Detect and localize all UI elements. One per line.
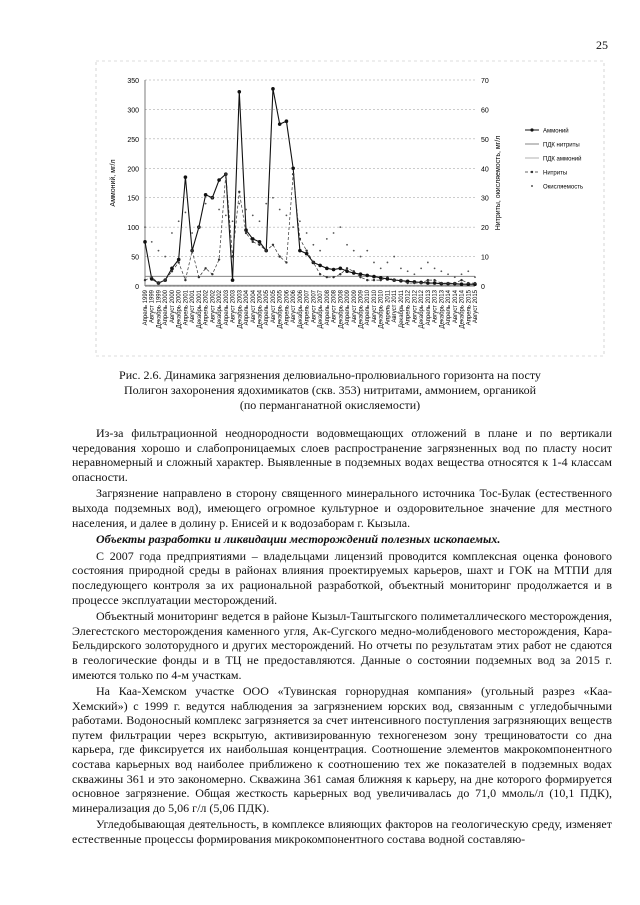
x-tick-label: Декабрь 2008	[338, 290, 345, 329]
paragraph: На Каа-Хемском участке ООО «Тувинская горнорудная компания» (угольный разрез «Каа-Хемский») с 1999 г. ведутся наблюдения за загрязнением юрских вод, связанным с угледобычными работами. Водоносный комплекс загрязняется за счет интенсивного поступления загрязняющих веществ путем фильтрации через вскрытую, активизированную техногенезом зону трещиноватости со дна карьера, где фиксируется их наибольшая концентрация. Соотношение элементов макрокомпонентного состава карьерных вод наиболее приближено к соотношению тех же показателей в подземных водах скважины 361 и это закономерно. Скважина 361 самая ближняя к карьеру, на дне которого формируется основное загрязнение. Общая жесткость карьерных вод увеличивалась до 71,0 ммоль/л (10,1 ПДК), минерализация до 5,06 г/л (5,06 ПДК).	[72, 684, 612, 815]
oxid-point	[387, 262, 389, 264]
legend-swatch	[530, 128, 533, 131]
oxid-point	[205, 203, 207, 205]
y2-tick-label: 0	[481, 284, 485, 291]
ammonium-point	[237, 90, 241, 94]
ammonium-point	[278, 122, 282, 126]
ammonium-point	[426, 281, 430, 285]
nitrite-point	[218, 258, 220, 260]
y-tick-label: 250	[127, 136, 139, 144]
x-tick-label: Август 2002	[210, 290, 217, 324]
figure	[95, 60, 605, 360]
oxid-point	[333, 232, 335, 234]
nitrite-point	[474, 282, 476, 284]
oxid-point	[232, 220, 234, 222]
x-tick-label: Декабрь 2009	[358, 290, 365, 329]
legend-label: Окисляемость	[543, 184, 584, 191]
oxid-point	[279, 209, 281, 211]
nitrite-point	[339, 273, 341, 275]
ammonium-point	[217, 178, 221, 182]
y2-tick-label: 70	[481, 78, 489, 85]
x-tick-label: Август 2010	[371, 290, 378, 324]
oxid-point	[366, 250, 368, 252]
oxid-point	[164, 256, 166, 258]
ammonium-point	[433, 281, 437, 285]
nitrite-point	[454, 282, 456, 284]
ammonium-point	[204, 193, 208, 197]
x-tick-label: Апрель 2010	[365, 290, 372, 326]
x-tick-label: Апрель 2015	[466, 290, 473, 326]
x-tick-label: Август 2008	[331, 290, 338, 324]
oxid-point	[360, 256, 362, 258]
nitrite-point	[231, 255, 233, 257]
legend-swatch	[531, 185, 533, 187]
figure-caption	[60, 368, 600, 413]
x-tick-label: Декабрь 2010	[378, 290, 385, 329]
oxid-point	[191, 232, 193, 234]
x-tick-label: Декабрь 2012	[419, 290, 426, 329]
ammonium-point	[143, 240, 147, 244]
x-tick-label: Август 2009	[351, 290, 358, 324]
oxid-point	[413, 273, 415, 275]
x-tick-label: Август 2007	[311, 290, 318, 324]
nitrite-point	[413, 282, 415, 284]
nitrite-point	[171, 270, 173, 272]
nitrite-point	[420, 282, 422, 284]
nitrite-point	[346, 267, 348, 269]
paragraph: Из-за фильтрационной неоднородности водовмещающих отложений в плане и по вертикали чередования хорошо и слабопроницаемых слоев распространение загрязненных вод по пласту носит неравномерный и сложный характер. Выявленные в подземных водах вещества относятся к 1-4 классам опасности.	[72, 426, 612, 484]
ammonium-point	[345, 269, 349, 273]
nitrite-point	[258, 244, 260, 246]
nitrite-point	[447, 282, 449, 284]
nitrite-point	[157, 282, 159, 284]
x-tick-label: Декабрь 2007	[318, 290, 325, 329]
oxid-point	[407, 270, 409, 272]
page-number: 25	[596, 38, 608, 52]
x-tick-label: Апрель 2008	[324, 290, 331, 326]
x-tick-label: Апрель 2013	[425, 290, 432, 326]
x-tick-label: Декабрь 2011	[398, 290, 405, 328]
oxid-point	[319, 250, 321, 252]
nitrite-point	[272, 244, 274, 246]
y-tick-label: 300	[127, 107, 139, 115]
ammonium-point	[285, 119, 289, 123]
oxid-point	[185, 212, 187, 214]
nitrite-point	[433, 279, 435, 281]
x-tick-label: Апрель 2005	[264, 290, 271, 326]
x-tick-label: Апрель 2003	[223, 290, 230, 326]
section-heading: Объекты разработки и ликвидации месторождений полезных ископаемых.	[96, 532, 501, 547]
nitrite-point	[198, 276, 200, 278]
y-tick-label: 200	[127, 166, 139, 174]
oxid-point	[447, 273, 449, 275]
nitrite-point	[326, 276, 328, 278]
ammonium-point	[332, 268, 336, 272]
ammonium-point	[177, 258, 181, 262]
ammonium-point	[318, 264, 322, 268]
x-tick-label: Август 2000	[169, 290, 176, 324]
x-tick-label: Август 2003	[230, 290, 237, 324]
oxid-point	[306, 232, 308, 234]
x-tick-label: Август 2001	[190, 290, 197, 324]
oxid-point	[286, 214, 288, 216]
ammonium-point	[184, 175, 188, 179]
x-tick-label: Декабрь 2001	[196, 290, 203, 329]
oxid-point	[454, 276, 456, 278]
nitrite-point	[238, 191, 240, 193]
nitrite-point	[211, 273, 213, 275]
body-text	[72, 426, 612, 849]
nitrite-point	[151, 276, 153, 278]
ammonium-point	[339, 267, 343, 271]
x-tick-label: Декабрь 2013	[439, 290, 446, 329]
oxid-point	[259, 220, 261, 222]
y2-tick-label: 50	[481, 136, 489, 144]
nitrite-point	[312, 261, 314, 263]
x-tick-label: Декабрь 2005	[277, 290, 284, 329]
oxid-point	[144, 226, 146, 228]
ammonium-point	[365, 274, 369, 278]
nitrite-point	[164, 279, 166, 281]
oxid-point	[272, 197, 274, 199]
oxid-point	[373, 262, 375, 264]
oxid-point	[292, 226, 294, 228]
oxid-point	[252, 214, 254, 216]
oxid-point	[400, 267, 402, 269]
y-tick-label: 100	[127, 225, 139, 233]
paragraph: Загрязнение направлено в сторону священного минерального источника Тос-Булак (естественного выхода подземных вод), имеющего огромное культурное и оздоровительное значение для местного населения, и далее в долину р. Енисей и к водозаборам г. Кызыла.	[72, 486, 612, 530]
x-tick-label: Апрель 2014	[446, 290, 453, 326]
y2-tick-label: 10	[481, 254, 489, 262]
x-tick-label: Апрель 2002	[203, 290, 210, 326]
x-tick-label: Апрель 2007	[304, 290, 311, 326]
legend-swatch	[531, 171, 533, 173]
oxid-point	[178, 220, 180, 222]
x-tick-label: Август 2015	[473, 290, 479, 324]
oxid-point	[467, 270, 469, 272]
nitrite-point	[191, 249, 193, 251]
nitrite-point	[393, 279, 395, 281]
x-tick-label: Август 2012	[412, 290, 419, 324]
x-tick-label: Август 2004	[250, 290, 257, 324]
x-tick-label: Август 1999	[149, 290, 156, 324]
nitrite-point	[359, 276, 361, 278]
x-tick-label: Август 2005	[270, 290, 277, 324]
legend-label: ПДК аммоний	[543, 156, 582, 163]
oxid-point	[420, 267, 422, 269]
y-tick-label: 150	[127, 195, 139, 203]
y-axis-label: Аммоний, мг/л	[110, 159, 117, 207]
x-tick-label: Апрель 2012	[405, 290, 412, 326]
caption-line: Рис. 2.6. Динамика загрязнения делювиально-пролювиального горизонта на посту	[119, 368, 541, 382]
oxid-point	[427, 262, 429, 264]
oxid-point	[265, 203, 267, 205]
oxid-point	[211, 197, 213, 199]
x-tick-label: Август 2013	[432, 290, 439, 324]
nitrite-point	[177, 261, 179, 263]
oxid-point	[225, 214, 227, 216]
nitrite-point	[406, 282, 408, 284]
ammonium-point	[271, 87, 275, 91]
nitrite-point	[380, 279, 382, 281]
nitrite-point	[353, 270, 355, 272]
caption-line: (по перманганатной окисляемости)	[239, 398, 421, 412]
nitrite-point	[245, 232, 247, 234]
ammonium-point	[460, 282, 464, 286]
y-tick-label: 350	[127, 78, 139, 85]
ammonium-point	[298, 249, 302, 253]
nitrite-point	[460, 279, 462, 281]
y2-tick-label: 40	[481, 166, 489, 174]
oxid-point	[326, 238, 328, 240]
nitrite-point	[265, 249, 267, 251]
oxid-point	[380, 267, 382, 269]
oxid-point	[353, 250, 355, 252]
nitrite-point	[225, 173, 227, 175]
nitrite-point	[184, 279, 186, 281]
x-tick-label: Декабрь 2014	[459, 290, 466, 329]
oxid-point	[158, 250, 160, 252]
ammonium-point	[231, 278, 235, 282]
y2-tick-label: 20	[481, 225, 489, 233]
y-tick-label: 50	[131, 254, 139, 262]
paragraph: Объектный мониторинг ведется в районе Кызыл-Таштыгского полиметаллического месторождения, Элегестского месторождения каменного угля, Ак-Сугского медно-молибденового месторождения, Кара-Бельдирского золоторудного и других месторождений. Но отчеты по результатам этих работ не сдаются в геологические фонды и в ТЦ не предоставляются. Данные о состоянии подземных вод за 2015 г. имеются только по 4-м участкам.	[72, 609, 612, 682]
oxid-point	[198, 226, 200, 228]
oxid-point	[151, 241, 153, 243]
x-tick-label: Апрель 2000	[163, 290, 170, 326]
nitrite-point	[319, 273, 321, 275]
oxid-point	[171, 232, 173, 234]
y2-tick-label: 60	[481, 107, 489, 115]
y2-axis-label: Нитриты, окисляемость, мг/л	[495, 135, 502, 231]
nitrite-point	[366, 279, 368, 281]
nitrite-point	[204, 267, 206, 269]
nitrite-point	[144, 279, 146, 281]
x-tick-label: Апрель 2009	[345, 290, 352, 326]
oxid-point	[299, 220, 301, 222]
nitrite-point	[373, 279, 375, 281]
x-tick-label: Декабрь 2000	[176, 290, 183, 329]
x-tick-label: Декабрь 2006	[297, 290, 304, 329]
x-tick-label: Август 2011	[392, 290, 399, 323]
nitrite-point	[400, 279, 402, 281]
ammonium-point	[291, 166, 295, 170]
oxid-point	[312, 244, 314, 246]
nitrite-point	[332, 276, 334, 278]
chart	[95, 60, 605, 360]
oxid-point	[440, 270, 442, 272]
ammonium-point	[372, 275, 376, 279]
nitrite-point	[252, 241, 254, 243]
x-tick-label: Апрель 2011	[385, 290, 392, 325]
ammonium-point	[325, 267, 329, 271]
caption-line: Полигон захоронения ядохимикатов (скв. 353) нитритами, аммонием, органикой	[123, 383, 537, 397]
nitrite-point	[285, 261, 287, 263]
x-tick-label: Декабрь 2003	[237, 290, 244, 329]
legend-label: Аммоний	[543, 128, 569, 135]
x-tick-label: Апрель 1999	[143, 290, 149, 326]
x-tick-label: Апрель 2001	[183, 290, 190, 326]
x-tick-label: Август 2014	[452, 290, 459, 324]
y-tick-label: 0	[135, 284, 139, 291]
y2-tick-label: 30	[481, 195, 489, 203]
oxid-point	[346, 244, 348, 246]
oxid-point	[434, 267, 436, 269]
nitrite-line	[145, 174, 475, 283]
oxid-point	[245, 209, 247, 211]
x-tick-label: Декабрь 2004	[257, 290, 264, 329]
oxid-point	[339, 226, 341, 228]
nitrite-point	[278, 255, 280, 257]
oxid-point	[218, 209, 220, 211]
paragraph: Угледобывающая деятельность, в комплексе влияющих факторов на геологическую среду, изменяет естественные процессы формирования микрокомпонентного состава водной составляю-	[72, 817, 612, 847]
nitrite-point	[292, 173, 294, 175]
x-tick-label: Апрель 2006	[284, 290, 291, 326]
oxid-point	[461, 273, 463, 275]
ammonium-line	[145, 89, 475, 284]
nitrite-point	[299, 238, 301, 240]
nitrite-point	[467, 282, 469, 284]
nitrite-point	[440, 282, 442, 284]
oxid-point	[238, 203, 240, 205]
nitrite-point	[386, 276, 388, 278]
ammonium-point	[359, 272, 363, 276]
paragraph: С 2007 года предприятиями – владельцами лицензий проводится комплексная оценка фонового состояния природной среды в районах влияния проектируемых карьеров, шахт и ГОК на МТПИ для последующего контроля за их рациональной разработкой, объектный мониторинг продолжается и в процессе эксплуатации месторождений.	[72, 548, 612, 607]
x-tick-label: Август 2006	[291, 290, 298, 324]
x-tick-label: Апрель 2004	[244, 290, 251, 326]
oxid-point	[474, 276, 476, 278]
nitrite-point	[427, 279, 429, 281]
ammonium-point	[258, 240, 262, 244]
nitrite-point	[305, 249, 307, 251]
x-tick-label: Декабрь 2002	[217, 290, 224, 329]
x-tick-label: Декабрь 1999	[156, 290, 163, 329]
legend-label: ПДК нитриты	[543, 142, 580, 149]
oxid-point	[393, 256, 395, 258]
legend-label: Нитриты	[543, 170, 568, 177]
